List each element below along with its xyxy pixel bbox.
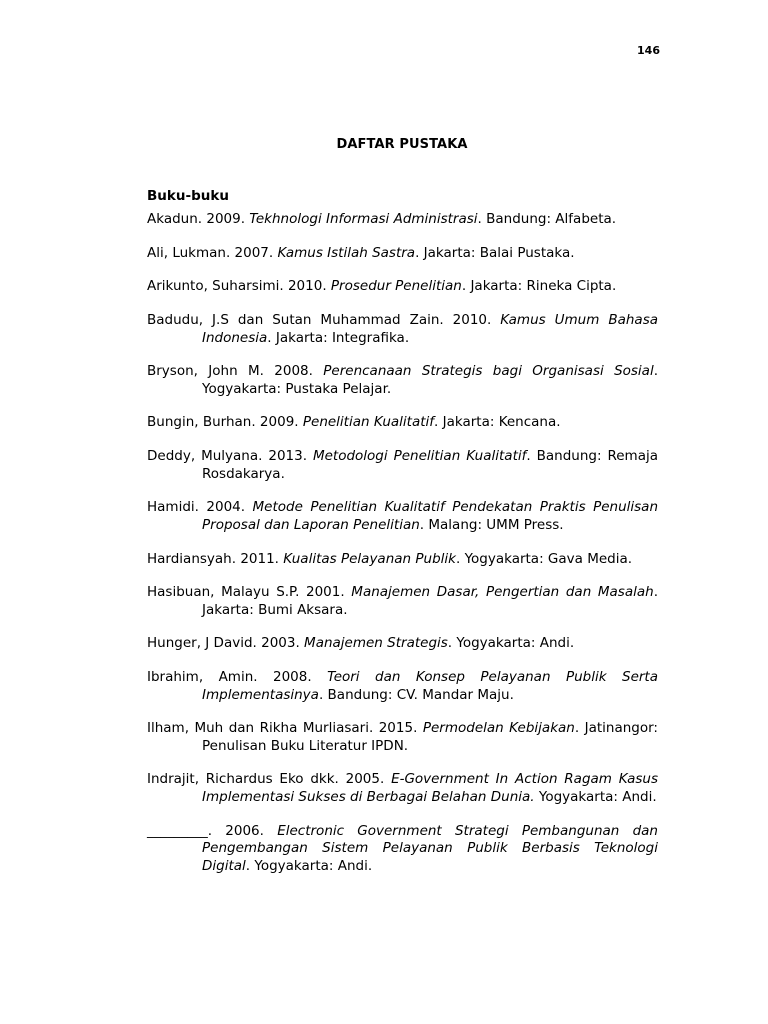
reference-publisher: . Jakarta: Bumi Aksara. (202, 584, 658, 618)
reference-book-title: Kamus Istilah Sastra (277, 244, 416, 261)
page-title: DAFTAR PUSTAKA (336, 137, 468, 152)
reference-author-year: Hardiansyah. 2011. (147, 550, 284, 567)
reference-publisher: . Yogyakarta: Gava Media. (455, 550, 633, 567)
reference-book-title: Tekhnologi Informasi Administrasi (249, 211, 478, 227)
reference-author-year: Ibrahim, Amin. 2008. (147, 669, 328, 686)
reference-publisher: . Yogyakarta: Andi. (245, 857, 373, 874)
reference-entry (147, 499, 658, 534)
reference-author-year: Bungin, Burhan. 2009. (147, 414, 303, 431)
reference-book-title: Metode Penelitian Kualitatif Pendekatan Praktis Penulisan Proposal dan Laporan Penelitian (202, 499, 658, 533)
reference-publisher: . Bandung: Alfabeta. (477, 211, 617, 227)
page-number: 146 (637, 44, 660, 57)
reference-publisher: . Jakarta: Integrafika. (267, 329, 410, 346)
reference-publisher: Yogyakarta: Andi. (534, 788, 657, 805)
reference-publisher: . Bandung: CV. Mandar Maju. (318, 686, 514, 703)
reference-entry (147, 823, 658, 876)
reference-publisher: . Yogyakarta: Pustaka Pelajar. (202, 363, 659, 397)
reference-author-year: Hasibuan, Malayu S.P. 2001. (147, 584, 352, 601)
reference-entry (147, 771, 658, 806)
reference-book-title: Electronic Government Strategi Pembangunan dan Pengembangan Sistem Pelayanan Publik Berbasis Teknologi Digital (202, 822, 658, 874)
reference-author-year: Hunger, J David. 2003. (147, 635, 305, 652)
reference-book-title: E-Government In Action Ragam Kasus Implementasi Sukses di Berbagai Belahan Dunia. (202, 771, 658, 805)
reference-publisher: . Malang: UMM Press. (419, 516, 564, 533)
reference-entry (147, 584, 658, 619)
reference-book-title: Teori dan Konsep Pelayanan Publik Serta Implementasinya (202, 669, 658, 703)
reference-publisher: . Jakarta: Rineka Cipta. (461, 278, 617, 295)
reference-entry (147, 448, 658, 483)
reference-book-title: Permodelan Kebijakan (422, 720, 575, 737)
reference-book-title: Perencanaan Strategis bagi Organisasi Sosial (323, 363, 654, 380)
reference-book-title: Manajemen Strategis (304, 635, 448, 652)
reference-publisher: . Jatinangor: Penulisan Buku Literatur IPDN. (202, 720, 658, 754)
reference-author-year: Ilham, Muh dan Rikha Murliasari. 2015. (147, 720, 423, 737)
reference-author-year: Hamidi. 2004. (147, 499, 253, 516)
section-heading: Buku-buku (147, 188, 229, 204)
reference-list (147, 211, 658, 891)
reference-publisher: . Bandung: Remaja Rosdakarya. (202, 448, 658, 482)
reference-entry (147, 278, 658, 296)
reference-author-year: Akadun. 2009. (147, 211, 250, 227)
reference-entry (147, 363, 658, 398)
reference-book-title: Prosedur Penelitian (330, 278, 462, 295)
reference-entry (147, 312, 658, 347)
reference-entry (147, 551, 658, 569)
reference-entry (147, 211, 658, 229)
reference-author-year: _________. 2006. (147, 822, 278, 839)
reference-book-title: Manajemen Dasar, Pengertian dan Masalah (351, 584, 654, 601)
reference-book-title: Penelitian Kualitatif (302, 414, 435, 431)
reference-author-year: Indrajit, Richardus Eko dkk. 2005. (147, 771, 392, 788)
reference-author-year: Badudu, J.S dan Sutan Muhammad Zain. 2010. (147, 312, 501, 329)
reference-author-year: Ali, Lukman. 2007. (147, 244, 278, 261)
reference-book-title: Kamus Umum Bahasa Indonesia (202, 312, 659, 346)
reference-publisher: . Yogyakarta: Andi. (447, 635, 575, 652)
reference-author-year: Deddy, Mulyana. 2013. (147, 448, 313, 465)
reference-author-year: Arikunto, Suharsimi. 2010. (147, 278, 331, 295)
reference-publisher: . Jakarta: Balai Pustaka. (415, 244, 575, 261)
reference-book-title: Kualitas Pelayanan Publik (283, 550, 456, 567)
reference-book-title: Metodologi Penelitian Kualitatif (312, 448, 527, 465)
reference-entry (147, 720, 658, 755)
reference-author-year: Bryson, John M. 2008. (147, 363, 324, 380)
reference-entry (147, 414, 658, 432)
reference-entry (147, 245, 658, 263)
reference-publisher: . Jakarta: Kencana. (434, 414, 561, 431)
reference-entry (147, 635, 658, 653)
reference-entry (147, 669, 658, 704)
